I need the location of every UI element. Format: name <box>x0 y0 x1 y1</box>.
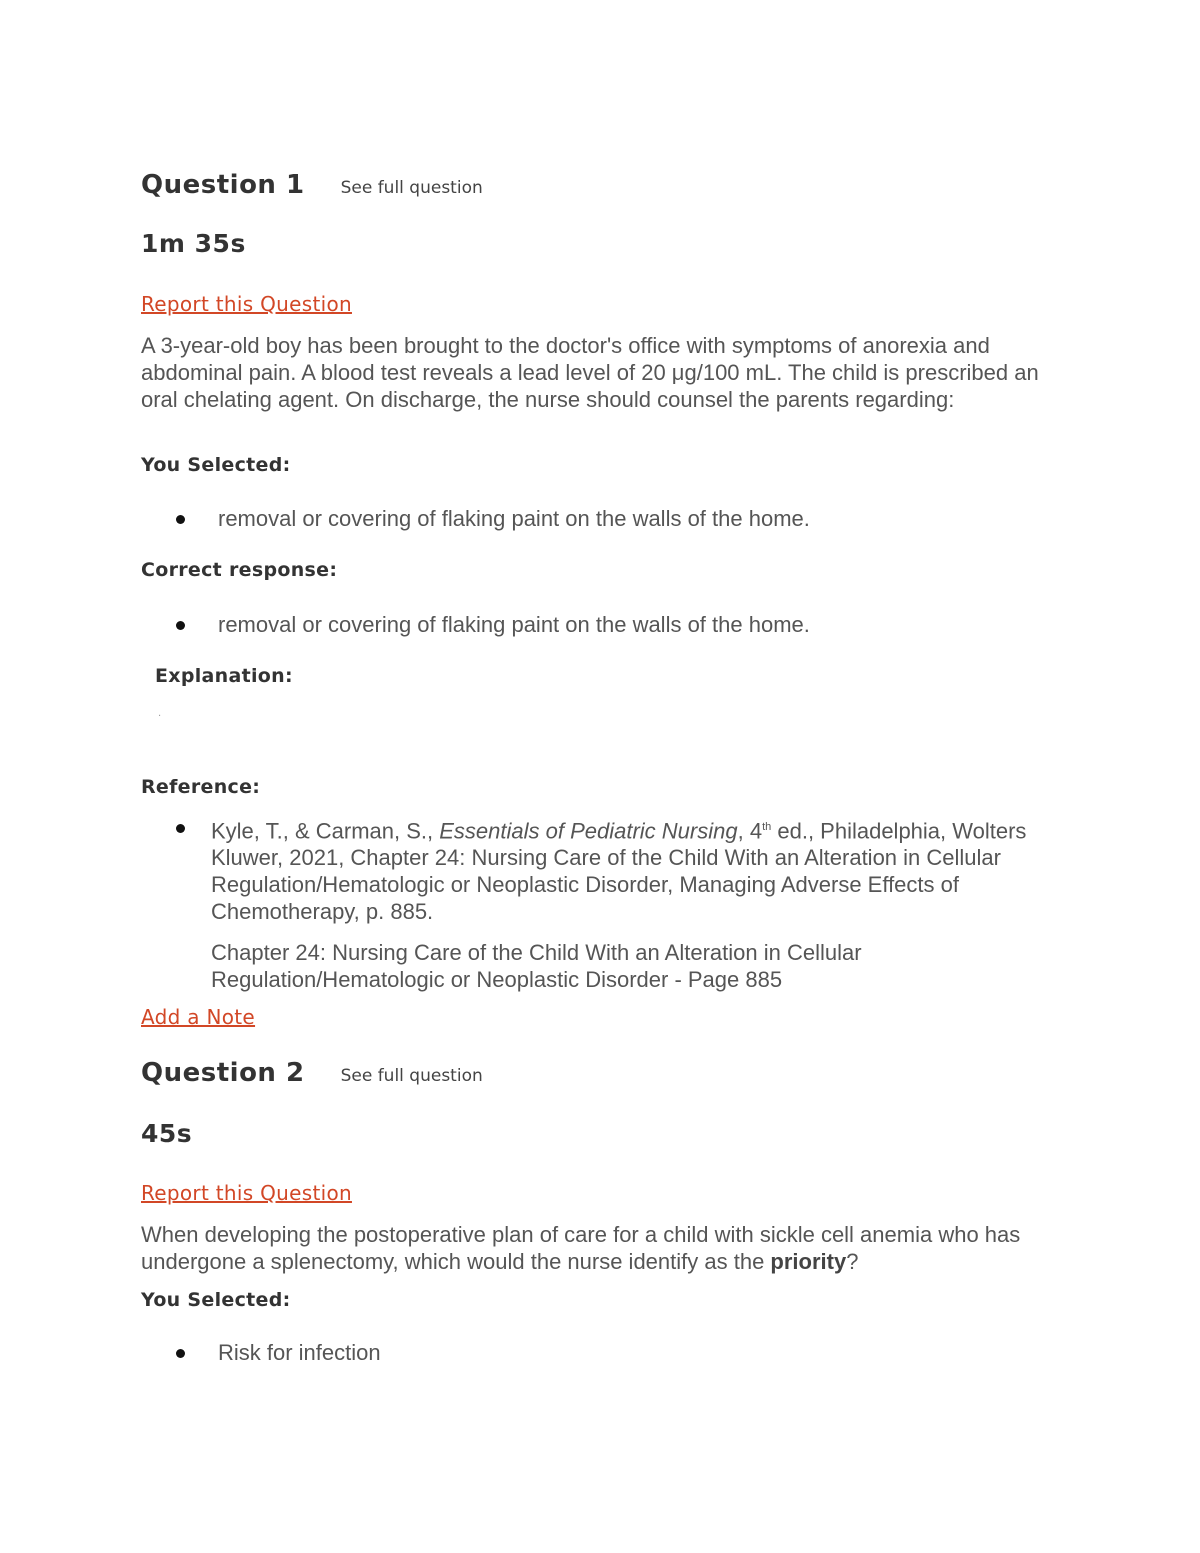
reference-citation <box>211 814 1071 993</box>
add-note-link[interactable]: Add a Note <box>141 1005 256 1029</box>
question-2-header <box>141 1058 483 1088</box>
reference-book-title: Essentials of Pediatric Nursing <box>439 818 738 844</box>
stem-text: When developing the postoperative plan of care for a child with sickle cell anemia who has undergone a splenectomy, which would the nurse identify as the <box>141 1222 1021 1274</box>
question-timer: 1m 35s <box>141 229 246 258</box>
stem-emphasis: priority <box>770 1249 847 1274</box>
selected-answer-item <box>141 1339 1071 1367</box>
question-stem: A 3-year-old boy has been brought to the doctor's office with symptoms of anorexia and abdominal pain. A blood test reveals a lead level of 20 μg/100 mL. The child is prescribed an oral chelating agent. On discharge, the nurse should counsel the parents regarding: <box>141 333 1039 412</box>
question-timer: 45s <box>141 1119 193 1148</box>
reference-edition-suffix: th <box>762 821 772 833</box>
question-title: Question 1 <box>141 170 305 200</box>
you-selected-label: You Selected: <box>141 1289 291 1311</box>
bullet-icon <box>176 1349 185 1358</box>
question-stem <box>141 1221 1061 1275</box>
report-question-link[interactable]: Report this Question <box>141 1181 352 1205</box>
explanation-text: . <box>158 708 162 719</box>
reference-edition: , 4 <box>737 818 763 844</box>
correct-response-label: Correct response: <box>141 559 338 581</box>
bullet-icon <box>176 824 185 833</box>
selected-answer-text: Risk for infection <box>218 1340 381 1365</box>
reference-authors: Kyle, T., & Carman, S., <box>211 818 440 844</box>
reference-item <box>141 814 1071 994</box>
question-title: Question 2 <box>141 1058 305 1088</box>
bullet-icon <box>176 621 185 630</box>
reference-label: Reference: <box>141 776 261 798</box>
selected-answer-item <box>141 505 1071 533</box>
bullet-icon <box>176 515 185 524</box>
reference-chapter-line: Chapter 24: Nursing Care of the Child With an Alteration in Cellular Regulation/Hematologic or Neoplastic Disorder - Page 885 <box>211 940 862 993</box>
question-1-header <box>141 170 483 200</box>
selected-answer-text: removal or covering of flaking paint on the walls of the home. <box>218 506 810 531</box>
stem-end: ? <box>846 1249 859 1274</box>
you-selected-label: You Selected: <box>141 454 291 476</box>
explanation-label: Explanation: <box>155 665 293 687</box>
correct-answer-text: removal or covering of flaking paint on the walls of the home. <box>218 612 810 637</box>
see-full-question-link[interactable]: See full question <box>340 178 483 198</box>
correct-answer-item <box>141 611 1071 639</box>
report-question-link[interactable]: Report this Question <box>141 292 352 316</box>
reference-details: ed., Philadelphia, Wolters Kluwer, 2021, Chapter 24: Nursing Care of the Child With an Alteration in Cellular Regulation/Hematologic or Neoplastic Disorder, Managing Adverse Effects of Chemotherapy, p. 885. <box>211 818 1027 925</box>
see-full-question-link[interactable]: See full question <box>340 1066 483 1086</box>
